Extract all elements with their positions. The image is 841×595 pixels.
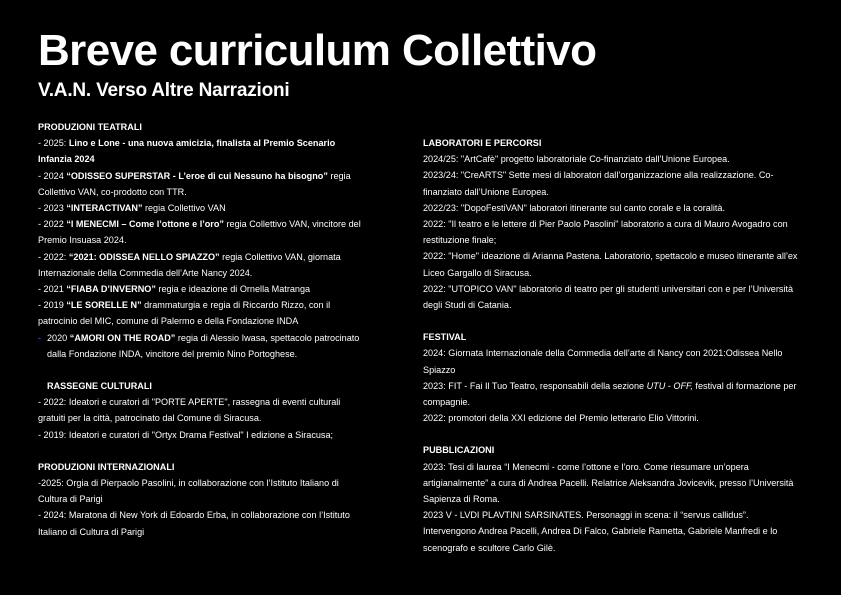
- section-heading-produzioni-internazionali: PRODUZIONI INTERNAZIONALI: [38, 461, 175, 472]
- list-item: 2022: promotori della XXI edizione del Premio letterario Elio Vittorini.: [423, 413, 699, 424]
- list-item: 2022: "UTOPICO VAN" laboratorio di teatro per gli studenti universitari con e per l’Università degli Studi di Catania.: [423, 283, 794, 311]
- section-rassegne-culturali: [38, 378, 368, 443]
- list-item: [38, 168, 368, 200]
- section-heading-festival: FESTIVAL: [423, 332, 467, 343]
- list-item: [38, 216, 368, 248]
- entry-title: “2021: ODISSEA NELLO SPIAZZO”: [68, 251, 220, 262]
- list-item: 2024: Giornata Internazionale della Commedia dell’arte di Nancy con 2021:Odissea Nello Spiazzo: [423, 348, 783, 375]
- list-item: [423, 378, 801, 410]
- entry-year: 2020: [47, 332, 70, 343]
- entry-title: “ODISSEO SUPERSTAR - L’eroe di cui Nessuno ha bisogno”: [66, 170, 328, 181]
- list-item: [38, 281, 368, 297]
- section-heading-laboratori: LABORATORI E PERCORSI: [423, 138, 542, 148]
- list-item: [38, 200, 368, 216]
- entry-year: - 2025:: [38, 138, 69, 149]
- list-item: 2022: "Home" ideazione di Arianna Pastena. Laboratorio, spettacolo e museo itinerante all’ex Liceo Gargallo di Siracusa.: [423, 251, 798, 278]
- section-heading-produzioni-teatrali: PRODUZIONI TEATRALI: [38, 122, 142, 132]
- section-produzioni-internazionali: [38, 459, 368, 540]
- entry-year: - 2023: [38, 203, 67, 214]
- list-item: 2022: "Il teatro e le lettere di Pier Paolo Pasolini" laboratorio a cura di Mauro Avogadro con restituzione finale;: [423, 219, 788, 246]
- entry-detail: regia Collettivo VAN, co-prodotto con TTR.: [38, 170, 351, 197]
- list-item: 2024/25: "ArtCafè" progetto laboratoriale Co-finanziato dall’Unione Europea.: [423, 154, 730, 165]
- section-produzioni-teatrali: [38, 119, 368, 362]
- entry-year: - 2021: [38, 284, 67, 295]
- entry-title: “AMORI ON THE ROAD”: [69, 332, 176, 343]
- list-item: - 2019: Ideatori e curatori di "Ortyx Drama Festival" I edizione a Siracusa;: [38, 429, 334, 440]
- entry-detail: regia Collettivo VAN, vincitore del Premio Insuasa 2024.: [38, 219, 361, 246]
- page-subtitle: V.A.N. Verso Altre Narrazioni: [38, 80, 290, 101]
- entry-title: “I MENECMI – Come l’ottone e l’oro”: [66, 219, 224, 230]
- list-item: [38, 135, 368, 167]
- entry-text: festival di formazione per compagnie.: [423, 380, 797, 408]
- entry-detail: regia Collettivo VAN, giornata Internazionale della Commedia dell’Arte Nancy 2024.: [38, 251, 341, 278]
- list-item: [38, 249, 368, 281]
- entry-section-name: UTU - OFF,: [646, 380, 693, 391]
- right-column: [423, 135, 801, 572]
- entry-title: Lino e Lone - una nuova amicizia, finalista al Premio Scenario Infanzia 2024: [38, 138, 336, 165]
- section-pubblicazioni: [423, 442, 801, 555]
- section-heading-pubblicazioni: PUBBLICAZIONI: [423, 445, 495, 456]
- entry-year: - 2022:: [38, 251, 69, 262]
- list-dash: -: [38, 332, 42, 343]
- list-item: 2022/23: "DopoFestiVAN" laboratori itinerante sul canto corale e la coralità.: [423, 202, 725, 213]
- list-item: 2023/24: "CreARTS" Sette mesi di laboratori dall’organizzazione alla realizzazione. Co-finanziato dall’Unione Europea.: [423, 170, 774, 197]
- list-item: -2025: Orgia di Pierpaolo Pasolini, in collaborazione con l’Istituto Italiano di Cultura di Parigi: [38, 478, 339, 505]
- page-title: Breve curriculum Collettivo: [38, 26, 597, 75]
- entry-detail: regia di Alessio Iwasa, spettacolo patrocinato dalla Fondazione INDA, vincitore del premio Nino Portoghese.: [47, 332, 360, 359]
- entry-text: 2023: FIT - Fai Il Tuo Teatro, responsabili della sezione: [423, 380, 647, 391]
- list-item: [38, 330, 368, 362]
- list-item: 2023: Tesi di laurea “I Menecmi - come l’ottone e l’oro. Come riesumare un’opera artigianalmente” a cura di Andrea Pacelli. Relatrice Aleksandra Jovicevik, presso l’Università Sapienza di Roma.: [423, 461, 794, 505]
- entry-year: - 2024: [38, 170, 67, 181]
- section-laboratori: [423, 135, 801, 313]
- entry-detail: regia e ideazione di Ornella Matranga: [155, 284, 311, 295]
- list-item: [38, 297, 368, 329]
- entry-detail: regia Collettivo VAN: [142, 203, 226, 214]
- list-item: 2023 V - LVDI PLAVTINI SARSINATES. Personaggi in scena: il “servus callidus”. Intervengono Andrea Pacelli, Andrea Di Falco, Gabriele Rametta, Gabriele Manfredi e lo scenografo e scultore Carlo Gilè.: [423, 510, 778, 553]
- entry-title: “LE SORELLE N”: [66, 300, 142, 311]
- list-item: - 2022: Ideatori e curatori di "PORTE APERTE", rassegna di eventi culturali gratuiti per la città, patrocinato dal Comune di Siracusa.: [38, 397, 341, 424]
- list-item: - 2024: Maratona di New York di Edoardo Erba, in collaborazione con l’Istituto Italiano di Cultura di Parigi: [38, 510, 350, 537]
- section-heading-rassegne-culturali: RASSEGNE CULTURALI: [47, 381, 152, 392]
- entry-year: - 2019: [38, 300, 67, 311]
- entry-title: “INTERACTIVAN”: [66, 203, 143, 214]
- entry-detail: drammaturgia e regia di Riccardo Rizzo, con il patrocinio del MIC, comune di Palermo e della Fondazione INDA: [38, 300, 331, 327]
- entry-year: - 2022: [38, 219, 67, 230]
- left-column: [38, 119, 368, 556]
- section-festival: [423, 329, 801, 426]
- entry-title: “FIABA D’INVERNO”: [66, 284, 156, 295]
